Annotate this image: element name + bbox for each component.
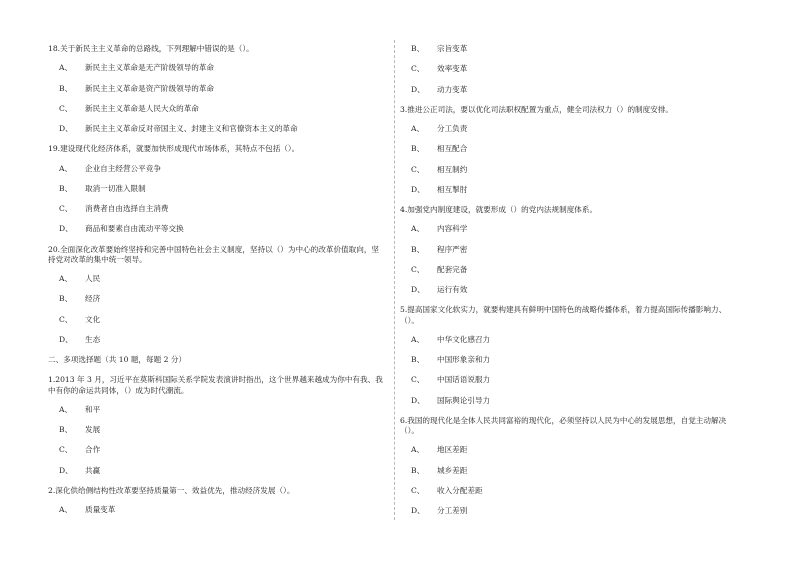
option-d [48, 224, 383, 234]
option-text: 效率变革 [437, 64, 468, 74]
option-letter: A、 [411, 445, 425, 455]
multi-question-1 [48, 375, 383, 476]
option-letter: A、 [411, 124, 425, 133]
option-letter: D、 [411, 84, 425, 94]
option-text: 经济 [85, 294, 101, 304]
option-b [400, 466, 735, 476]
option-a [400, 224, 735, 234]
option-letter: C、 [411, 264, 425, 274]
option-text: 宗旨变革 [437, 44, 468, 53]
option-letter: D、 [59, 124, 73, 133]
option-a [48, 405, 383, 415]
option-text: 相互制约 [437, 164, 468, 174]
option-d [48, 466, 383, 476]
question-stem: 2.深化供给侧结构性改革要坚持质量第一、效益优先，推动经济发展（）。 [48, 485, 295, 495]
option-c [400, 265, 735, 275]
option-letter: D、 [59, 224, 73, 234]
option-text: 城乡差距 [437, 465, 468, 475]
question-stem: 18.关于新民主主义革命的总路线，下列理解中错误的是（）。 [48, 44, 254, 53]
option-b [400, 355, 735, 365]
option-text: 运行有效 [437, 285, 468, 294]
option-c [400, 375, 735, 385]
option-letter: B、 [411, 144, 425, 154]
option-letter: D、 [59, 334, 73, 344]
option-text: 取消一切准入限制 [85, 183, 146, 193]
question-stem: 5.提高国家文化软实力，就要构建具有鲜明中国特色的战略传播体系，着力提高国际传播影响力、（）。 [400, 305, 727, 325]
option-letter: D、 [411, 395, 425, 405]
option-c [48, 104, 383, 114]
option-d [400, 285, 735, 295]
option-letter: B、 [59, 294, 73, 304]
option-text: 共赢 [85, 465, 101, 475]
option-text: 人民 [85, 274, 101, 283]
option-a [48, 274, 383, 284]
option-text: 相互掣肘 [437, 184, 468, 194]
option-a [400, 335, 735, 345]
option-text: 新民主主义革命是资产阶级领导的革命 [85, 83, 215, 93]
option-text: 发展 [85, 425, 101, 434]
option-a [400, 445, 735, 455]
option-c [48, 315, 383, 325]
option-text: 新民主主义革命是人民大众的革命 [85, 103, 199, 113]
question-stem: 4.加强党内制度建设，就要形成（）的党内法规制度体系。 [400, 205, 598, 214]
option-letter: C、 [59, 445, 73, 455]
column-divider [394, 40, 395, 520]
option-text: 相互配合 [437, 144, 468, 154]
question-20 [48, 245, 383, 346]
option-text: 中国形象亲和力 [437, 355, 491, 364]
option-text: 消费者自由选择自主消费 [85, 204, 169, 213]
option-b [400, 245, 735, 255]
option-d [48, 335, 383, 345]
option-letter: B、 [59, 83, 73, 93]
option-text: 内容科学 [437, 224, 468, 234]
option-letter: B、 [411, 44, 425, 53]
option-a [400, 124, 735, 134]
option-c [48, 445, 383, 455]
right-column [400, 44, 735, 526]
option-text: 分工差别 [437, 506, 468, 515]
option-text: 收入分配差距 [437, 485, 483, 495]
option-text: 企业自主经营公平竞争 [85, 163, 161, 173]
option-b [400, 144, 735, 154]
option-letter: C、 [411, 64, 425, 74]
option-letter: B、 [411, 465, 425, 475]
option-text: 生态 [85, 334, 101, 344]
option-letter: D、 [411, 184, 425, 194]
option-letter: C、 [59, 103, 73, 113]
option-letter: C、 [411, 164, 425, 174]
multi-question-3 [400, 105, 735, 195]
option-letter: B、 [59, 183, 73, 193]
option-text: 国际舆论引导力 [437, 395, 491, 405]
multi-question-4 [400, 205, 735, 295]
multi-question-5 [400, 305, 735, 406]
option-c [400, 486, 735, 496]
option-text: 程序严密 [437, 244, 468, 254]
option-c [400, 165, 735, 175]
option-letter: A、 [59, 163, 73, 173]
option-letter: B、 [59, 425, 73, 434]
option-b [48, 425, 383, 435]
option-text: 中国话语说服力 [437, 375, 491, 385]
option-text: 分工负责 [437, 124, 468, 133]
option-text: 中华文化感召力 [437, 334, 491, 344]
option-letter: D、 [411, 285, 425, 294]
option-letter: D、 [411, 506, 425, 515]
option-letter: D、 [59, 465, 73, 475]
option-a [48, 505, 383, 515]
option-text: 动力变革 [437, 84, 468, 94]
option-letter: C、 [59, 204, 73, 213]
question-18 [48, 44, 383, 134]
option-text: 质量变革 [85, 505, 116, 514]
left-column [48, 44, 383, 525]
option-text: 配套完备 [437, 264, 468, 274]
question-stem: 6.我国的现代化是全体人民共同富裕的现代化，必须坚持以人民为中心的发展思想，自觉主动解决（）。 [400, 415, 727, 435]
option-text: 新民主主义革命是无产阶级领导的革命 [85, 63, 215, 73]
option-text: 合作 [85, 445, 101, 455]
option-d [400, 396, 735, 406]
question-stem: 1.2013 年 3 月，习近平在莫斯科国际关系学院发表演讲时指出，这个世界越来越成为你中有我、我中有你的命运共同体，（）成为时代潮流。 [48, 375, 383, 395]
option-letter: A、 [411, 334, 425, 344]
option-d [400, 506, 735, 516]
option-c [400, 64, 735, 74]
option-letter: A、 [59, 63, 73, 73]
option-d [48, 124, 383, 134]
option-text: 和平 [85, 404, 101, 414]
option-c [48, 204, 383, 214]
option-letter: A、 [59, 505, 73, 514]
option-b [48, 84, 383, 94]
question-stem: 20.全面深化改革要始终坚持和完善中国特色社会主义制度，坚持以（）为中心的改革价值取向，坚持党对改革的集中统一领导。 [48, 244, 380, 264]
option-a [48, 164, 383, 174]
option-letter: A、 [411, 224, 425, 234]
option-b [48, 294, 383, 304]
option-letter: B、 [411, 244, 425, 254]
option-letter: B、 [411, 355, 425, 364]
option-b [48, 184, 383, 194]
option-letter: C、 [59, 314, 73, 324]
option-letter: C、 [411, 485, 425, 495]
option-letter: A、 [59, 404, 73, 414]
option-a [48, 63, 383, 73]
option-letter: C、 [411, 375, 425, 385]
multi-question-6 [400, 416, 735, 517]
option-text: 新民主主义革命反对帝国主义、封建主义和官僚资本主义的革命 [85, 124, 298, 133]
question-19 [48, 144, 383, 234]
option-text: 地区差距 [437, 445, 468, 455]
option-text: 文化 [85, 314, 101, 324]
multi-question-2-continued [400, 44, 735, 95]
multi-question-2 [48, 486, 383, 516]
section-heading-multiple-choice: 二、多项选择题（共 10 题，每题 2 分） [48, 355, 187, 364]
option-letter: A、 [59, 274, 73, 283]
question-stem: 19.建设现代化经济体系，就要加快形成现代市场体系，其特点不包括（）。 [48, 144, 300, 154]
option-b [400, 44, 735, 54]
option-d [400, 185, 735, 195]
option-d [400, 85, 735, 95]
question-stem: 3.推进公正司法，要以优化司法职权配置为重点，健全司法权力（）的制度安排。 [400, 104, 674, 114]
option-text: 商品和要素自由流动平等交换 [85, 224, 184, 234]
